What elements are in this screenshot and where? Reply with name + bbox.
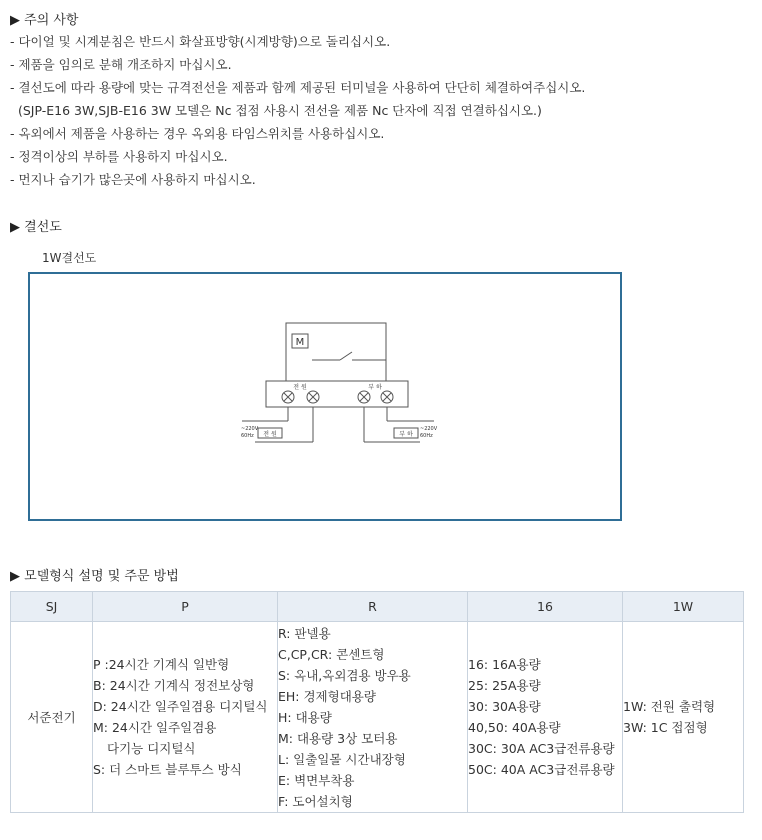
- capacity-line-5: 30C: 30A AC3급전류용량: [468, 741, 615, 756]
- caution-line-2: - 제품을 임의로 분해 개조하지 마십시오.: [10, 57, 232, 72]
- wiring-heading: ▶ 결선도: [10, 220, 62, 235]
- caution-line-6: - 정격이상의 부하를 사용하지 마십시오.: [10, 149, 228, 164]
- column-header-output: 1W: [623, 592, 744, 622]
- model-heading: ▶ 모델형식 설명 및 주문 방법: [10, 569, 179, 584]
- usage-line-8: E: 벽면부착용: [278, 772, 355, 788]
- type-line-3: D: 24시간 일주일겸용 디지털식: [93, 699, 268, 714]
- left-box-label: 전 원: [263, 431, 277, 438]
- type-line-5: 다기능 디지털식: [107, 741, 196, 756]
- column-header-r: R: [278, 592, 468, 622]
- capacity-line-1: 16: 16A용량: [468, 657, 541, 672]
- table-row: [11, 622, 744, 813]
- usage-line-6: M: 대용량 3상 모터용: [278, 730, 398, 746]
- column-header-sj: SJ: [11, 592, 93, 622]
- capacity-line-3: 30: 30A용량: [468, 699, 541, 714]
- wiring-diagram-frame: [28, 272, 622, 521]
- capacity-line-4: 40,50: 40A용량: [468, 720, 561, 735]
- type-line-1: P :24시간 기계식 일반형: [93, 657, 230, 672]
- left-supply-voltage: ~220V: [241, 426, 259, 432]
- cell-capacity: [468, 622, 623, 813]
- manufacturer-name: 서준전기: [27, 710, 76, 725]
- caution-line-7: - 먼지나 습기가 많은곳에 사용하지 마십시오.: [10, 172, 256, 187]
- right-supply-frequency: 60Hz: [420, 433, 433, 439]
- column-header-p: P: [93, 592, 278, 622]
- cell-manufacturer: [11, 622, 93, 813]
- usage-line-9: F: 도어설치형: [278, 793, 353, 809]
- terminal-power-label: 전 원: [293, 384, 307, 391]
- caution-line-1: - 다이얼 및 시계분침은 반드시 화살표방향(시계방향)으로 돌리십시오.: [10, 34, 391, 49]
- usage-line-7: L: 일출일몰 시간내장형: [278, 751, 406, 767]
- right-supply-voltage: ~220V: [420, 426, 438, 432]
- caution-line-3: - 결선도에 따라 용량에 맞는 규격전선을 제품과 함께 제공된 터미널을 사용하여 단단히 체결하여주십시오.: [10, 80, 586, 95]
- terminal-marks: [284, 393, 391, 401]
- wiring-subtitle: 1W결선도: [42, 251, 97, 265]
- right-box-label: 부 하: [399, 431, 413, 438]
- cell-output: [623, 622, 744, 813]
- motor-label: M: [295, 337, 305, 348]
- wiring-diagram: [30, 274, 620, 519]
- usage-line-3: S: 옥내,옥외겸용 방우용: [278, 667, 411, 683]
- output-line-2: 3W: 1C 접점형: [623, 720, 708, 735]
- column-header-capacity: 16: [468, 592, 623, 622]
- type-line-2: B: 24시간 기계식 정전보상형: [93, 678, 255, 693]
- usage-line-2: C,CP,CR: 콘센트형: [278, 646, 385, 662]
- cell-type: [93, 622, 278, 813]
- terminal-load-label: 부 하: [368, 384, 382, 391]
- type-line-4: M: 24시간 일주일겸용: [93, 720, 217, 735]
- type-line-6: S: 더 스마트 블루투스 방식: [93, 762, 242, 777]
- capacity-line-6: 50C: 40A AC3급전류용량: [468, 762, 615, 777]
- usage-line-1: R: 판넬용: [278, 625, 331, 641]
- caution-line-4: (SJP-E16 3W,SJB-E16 3W 모델은 Nc 접점 사용시 전선을 제품 Nc 단자에 직접 연결하십시오.): [10, 103, 542, 118]
- usage-line-5: H: 대용량: [278, 709, 332, 725]
- caution-line-5: - 옥외에서 제품을 사용하는 경우 옥외용 타임스위치를 사용하십시오.: [10, 126, 385, 141]
- model-table: [10, 591, 744, 813]
- capacity-line-2: 25: 25A용량: [468, 678, 541, 693]
- cell-usage: [278, 622, 468, 813]
- usage-line-4: EH: 경제형대용량: [278, 688, 376, 704]
- caution-heading: ▶ 주의 사항: [10, 13, 79, 28]
- left-supply-frequency: 60Hz: [241, 433, 254, 439]
- output-line-1: 1W: 전원 출력형: [623, 699, 716, 714]
- model-table-header: [11, 592, 744, 622]
